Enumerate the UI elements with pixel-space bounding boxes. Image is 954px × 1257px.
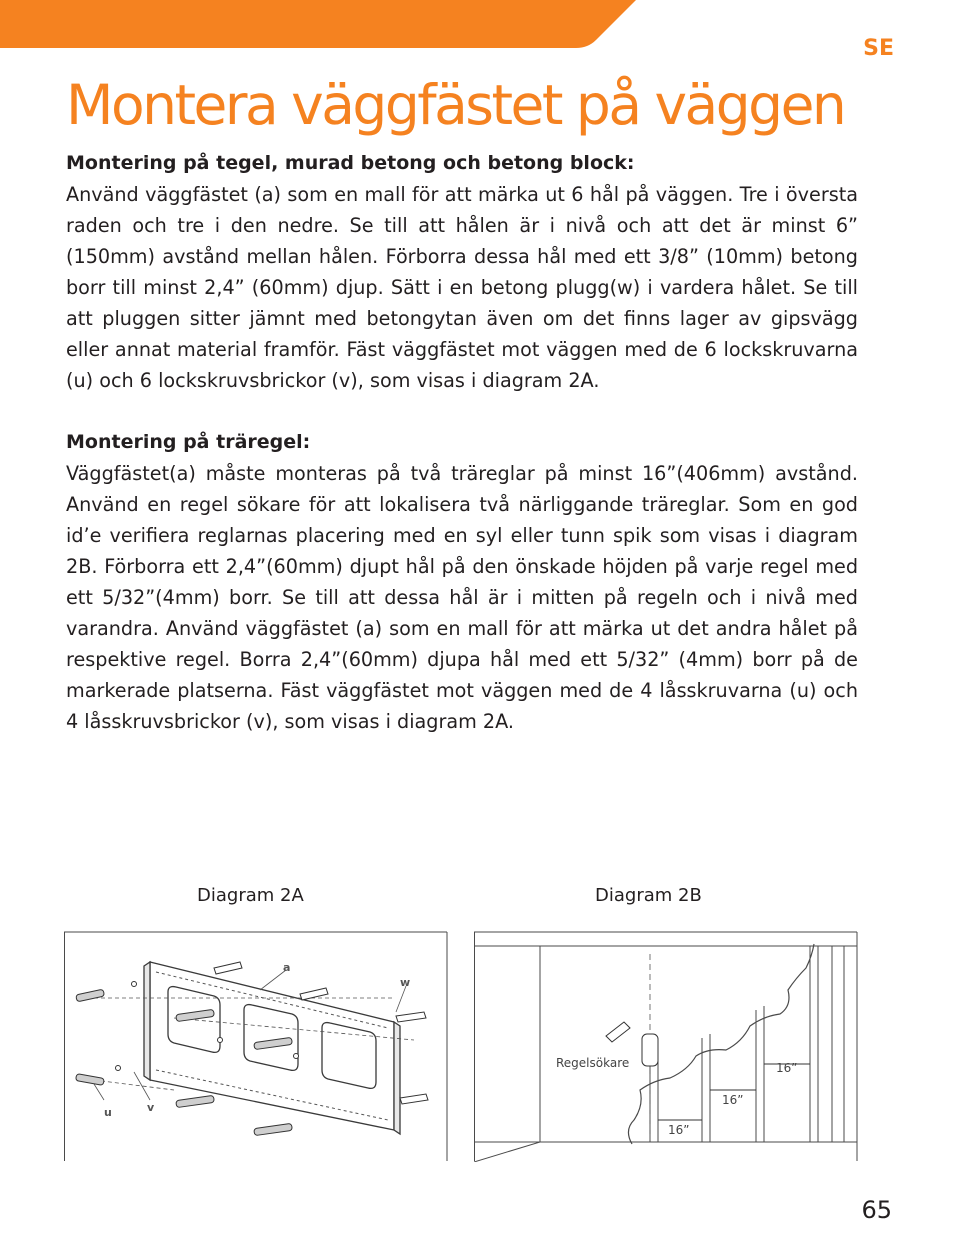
diagram-2a: [64, 930, 448, 1162]
header-tab: [0, 0, 954, 50]
section-heading-concrete: Montering på tegel, murad betong och betong block:: [66, 152, 635, 174]
stud-spacing-label-3: 16”: [776, 1061, 798, 1075]
plug-label: w: [400, 976, 411, 989]
stud-spacing-label-1: 16”: [668, 1123, 690, 1137]
stud-spacing-label-2: 16”: [722, 1093, 744, 1107]
washer-label: v: [147, 1101, 155, 1114]
diagram-2a-caption: Diagram 2A: [197, 885, 304, 906]
section-body-wood-stud: Väggfästet(a) måste monteras på två träreglar på minst 16”(406mm) avstånd. Använd en regel sökare för att lokalisera två närliggande träreglar. Som en god id’e verifiera reglarnas placering med en syl eller tunn spik som visas i diagram 2B. Förborra ett 2,4”(60mm) djupt hål på den önskade höjden på varje regel med ett 5/32”(4mm) borr. Se till att dessa hål är i mitten på regeln och i nivå med varandra. Använd väggfästet (a) som en mall för att märka ut det andra hålet på respektive regel. Borra 2,4”(60mm) djupa hål med ett 5/32” (4mm) borr på de markerade platserna. Fäst väggfästet mot väggen med de 4 låsskruvarna (u) och 4 låsskruvsbrickor (v), som visas i diagram 2A.: [66, 462, 858, 733]
screw-label: u: [104, 1106, 112, 1119]
section-heading-wood-stud: Montering på träregel:: [66, 431, 311, 453]
main-content: [66, 148, 858, 737]
page-number: 65: [861, 1196, 892, 1224]
page-title: Montera väggfästet på väggen: [66, 73, 845, 137]
diagram-2b-caption: Diagram 2B: [595, 885, 702, 906]
wall-bracket: [144, 962, 400, 1134]
wall-studs: [650, 946, 844, 1142]
section-body-concrete: Använd väggfästet (a) som en mall för att märka ut 6 hål på väggen. Tre i översta raden och tre i den nedre. Se till att hålen är i nivå och att det är minst 6” (150mm) avstånd mellan hålen. Förborra dessa hål med ett 3/8” (10mm) betong borr till minst 2,4” (60mm) djup. Sätt i en betong plugg(w) i vardera hålet. Se till att pluggen sitter jämnt med betongytan även om det finns lager av gipsvägg eller annat material framför. Fäst väggfästet mot väggen med de 6 lockskruvarna (u) och 6 lockskruvsbrickor (v), som visas i diagram 2A.: [66, 183, 858, 392]
language-code: SE: [863, 36, 894, 61]
bracket-label: a: [283, 961, 291, 974]
stud-finder-label: Regelsökare: [556, 1056, 630, 1070]
diagram-2b: [474, 930, 858, 1162]
